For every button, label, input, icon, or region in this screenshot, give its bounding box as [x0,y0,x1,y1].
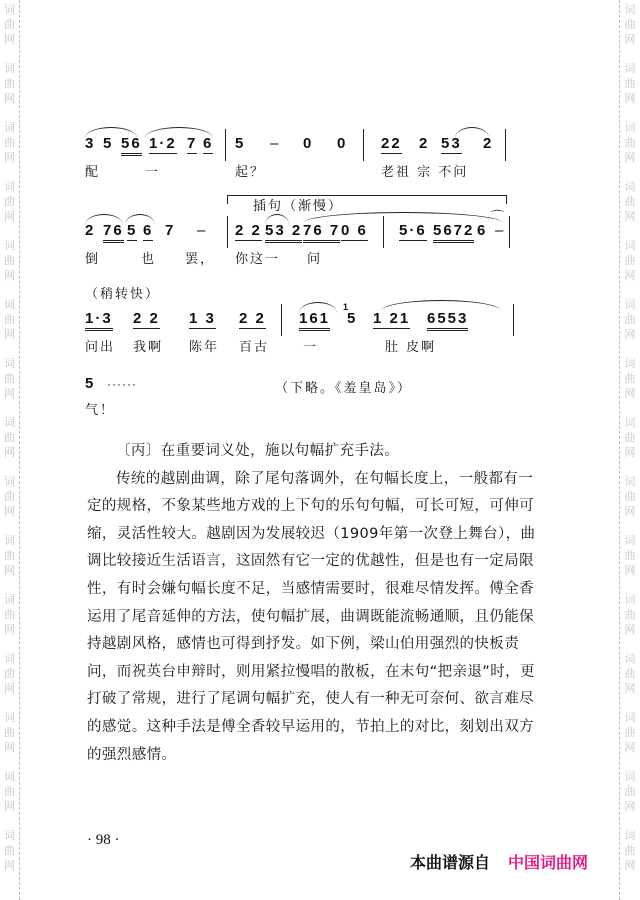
watermark-group [625,710,636,755]
watermark-char: 网 [4,446,15,459]
note: 1·3 [85,310,113,331]
watermark-char: 词 [624,475,636,488]
watermark-group [625,474,636,519]
note: 5 [85,375,96,392]
watermark-char: 词 [624,121,636,134]
watermark-group [4,533,15,578]
lyric: 问出 [85,340,116,355]
note: 2 2 [133,310,160,327]
watermark-char: 网 [624,446,636,459]
watermark-char: 词 [624,593,636,606]
watermark-group [4,120,15,165]
watermark-char: 网 [624,151,636,164]
watermark-char: 词 [624,652,636,665]
watermark-char: 曲 [4,77,15,90]
watermark-char: 曲 [624,549,636,562]
watermark-char: 曲 [624,490,636,503]
watermark-group [4,179,15,224]
watermark-char: 网 [624,92,636,105]
watermark-char: 词 [4,770,15,783]
watermark-char: 网 [624,859,636,872]
barline [509,216,510,248]
watermark-char: 词 [4,829,15,842]
watermark-char: 词 [624,3,636,16]
watermark-char: 网 [4,387,15,400]
watermark-group [625,179,636,224]
watermark-char: 曲 [4,608,15,621]
watermark-char: 词 [4,298,15,311]
watermark-char: 词 [4,357,15,370]
watermark-char: 词 [4,711,15,724]
watermark-group [625,61,636,106]
lyric: 我啊 [133,340,164,355]
note: 3 [85,135,96,152]
watermark-char: 网 [624,564,636,577]
watermark-group [4,297,15,342]
watermark-group [4,710,15,755]
paragraph: 传统的越剧曲调，除了尾句落调外，在句幅长度上，一般都有一定的规格，不象某些地方戏的上下句的乐句句幅，可长可短，可伸可缩，灵活性较大。越剧因为发展较迟（1909年第一次登上舞台），曲调比较接近生活语言，这固然有它一定的优越性，但是也有一定局限性，有时会嫌句幅长度不足，当感情需要时，很难尽情发挥。傅全香运用了尾音延伸的方法，使句幅扩展，曲调既能流畅通顺，且仍能保持越剧风格，感情也可得到抒发。如下例，梁山伯用强烈的快板责问，而祝英台申辩时，则用紧拉慢唱的散板，在末句“把亲退”时，更打破了常规，进行了尾调句幅扩充，使人有一种无可奈何、欲言难尽的感觉。这种手法是傅全香较早运用的，节拍上的对比，刻划出双方的强烈感情。 [87,470,536,763]
watermark-group [4,415,15,460]
watermark-char: 曲 [4,549,15,562]
watermark-char: 曲 [624,726,636,739]
watermark-char: 曲 [4,726,15,739]
lyric: 你这一 [235,252,281,267]
note: 1 3 [189,310,216,327]
omission-note: （下略。《羞皇岛》） [275,381,413,396]
barline [225,129,226,161]
lyric: 配 [85,165,101,180]
watermark-group [625,356,636,401]
watermark-group [625,120,636,165]
insert-label: 插句（渐慢） [253,199,344,214]
watermark-char: 曲 [624,77,636,90]
watermark-group [4,61,15,106]
watermark-group [625,238,636,283]
lyric: 一 [303,340,319,355]
note: 53 [441,135,462,152]
watermark-char: 曲 [4,490,15,503]
watermark-char: 词 [624,416,636,429]
watermark-char: 网 [4,328,15,341]
watermark-group [4,769,15,814]
lyric: 问 [307,252,323,267]
watermark-char: 词 [4,3,15,16]
watermark-char: 网 [624,623,636,636]
watermark-char: 曲 [624,136,636,149]
watermark-group [4,238,15,283]
watermark-char: 网 [4,505,15,518]
watermark-char: 曲 [4,844,15,857]
barline [505,129,506,161]
note: 1 21 [373,310,411,327]
watermark-char: 曲 [624,844,636,857]
watermark-char: 词 [4,593,15,606]
note: 76 7 [303,222,340,243]
note: 2 [483,135,494,152]
watermark-char: 网 [624,387,636,400]
watermark-char: 词 [624,711,636,724]
watermark-group [625,592,636,637]
watermark-group [625,297,636,342]
dash: – [495,222,506,239]
watermark-char: 词 [624,180,636,193]
watermark-char: 网 [624,682,636,695]
barline [383,216,384,248]
watermark-char: 曲 [624,431,636,444]
watermark-group [625,2,636,47]
watermark-char: 词 [4,62,15,75]
watermark-strip-left [0,0,20,900]
watermark-group [4,2,15,47]
barline [363,129,364,161]
tempo-marking: （稍转快） [85,287,161,302]
watermark-char: 曲 [624,195,636,208]
note: 1·2 [149,135,177,152]
watermark-char: 词 [624,534,636,547]
watermark-char: 网 [4,33,15,46]
watermark-group [4,356,15,401]
note: 2 [85,222,96,239]
watermark-char: 网 [624,33,636,46]
dash: – [197,222,208,239]
watermark-char: 词 [624,770,636,783]
watermark-char: 网 [4,92,15,105]
watermark-char: 网 [4,151,15,164]
note: 5·6 [399,222,427,239]
lyric: 陈年 [189,340,220,355]
source-brand-link[interactable]: 中国词曲网 [508,853,589,872]
barline [227,216,228,248]
watermark-char: 曲 [624,313,636,326]
note: 7 [187,135,198,152]
watermark-char: 网 [4,682,15,695]
watermark-char: 词 [4,416,15,429]
note: 6 [477,222,488,239]
watermark-char: 词 [4,652,15,665]
watermark-char: 词 [4,180,15,193]
watermark-char: 词 [624,62,636,75]
watermark-char: 曲 [4,254,15,267]
watermark-char: 词 [624,357,636,370]
body-text [87,438,537,769]
note: 6 [143,222,154,239]
lyric: 倒 [85,252,101,267]
watermark-group [4,592,15,637]
lyric: 一 [145,165,161,180]
note: 56 [121,135,142,156]
watermark-char: 词 [624,829,636,842]
watermark-group [625,651,636,696]
watermark-strip-right [619,0,640,900]
section-heading: 〔丙〕在重要词义处，施以句幅扩充手法。 [116,443,400,459]
barline [281,304,282,336]
grace-note: 1 [343,302,349,312]
note: 76 [103,222,124,243]
note: 6 [203,135,214,152]
source-label: 本曲谱源自 [410,853,491,872]
note: 5 [127,222,138,239]
watermark-char: 词 [4,121,15,134]
fermata-icon: ⌒ [491,210,505,225]
watermark-char: 曲 [4,18,15,31]
watermark-char: 曲 [4,136,15,149]
watermark-char: 网 [4,859,15,872]
note: 5 [103,135,114,152]
note: 5 [347,310,358,327]
watermark-group [625,533,636,578]
page-number: · 98 · [87,832,120,848]
watermark-char: 词 [4,475,15,488]
lyric: 罢， [185,252,216,267]
watermark-char: 曲 [624,254,636,267]
lyric: 百古 [239,340,270,355]
watermark-char: 词 [624,239,636,252]
lyric: 气！ [85,403,116,418]
watermark-char: 词 [624,298,636,311]
note: 161 [299,310,330,331]
watermark-char: 网 [624,800,636,813]
watermark-char: 网 [4,564,15,577]
note: 22 [381,135,402,152]
watermark-char: 网 [4,623,15,636]
watermark-char: 网 [4,800,15,813]
note: 5 [235,135,246,152]
lyric: 也 [141,252,157,267]
ellipsis: ······ [107,377,137,391]
note: 2 2 [239,310,266,327]
watermark-char: 网 [4,741,15,754]
watermark-char: 曲 [624,608,636,621]
note: 53 2 [265,222,302,243]
watermark-char: 曲 [4,667,15,680]
note: 0 [337,135,348,152]
watermark-group [625,828,636,873]
watermark-char: 词 [4,239,15,252]
dash: – [270,135,281,152]
watermark-char: 曲 [4,372,15,385]
watermark-char: 曲 [624,667,636,680]
watermark-char: 曲 [624,785,636,798]
lyric: 起？ [235,165,266,180]
lyric: 老祖 宗 不问 [381,165,469,180]
lyric: 肚 皮啊 [385,340,437,355]
note: 6553 [427,310,468,331]
note: 2 [419,135,430,152]
watermark-char: 曲 [4,313,15,326]
watermark-char: 网 [4,269,15,282]
note: 2 2 [235,222,262,239]
barline [513,304,514,336]
watermark-char: 网 [624,269,636,282]
note: 7 [165,222,176,239]
watermark-group [625,769,636,814]
watermark-group [625,415,636,460]
watermark-char: 曲 [624,372,636,385]
watermark-char: 网 [4,210,15,223]
watermark-char: 曲 [4,431,15,444]
watermark-group [4,651,15,696]
watermark-group [4,828,15,873]
source-credit [410,850,588,873]
watermark-char: 曲 [4,195,15,208]
watermark-char: 网 [624,741,636,754]
note: 0 [303,135,314,152]
note: 5672 [433,222,474,243]
watermark-char: 曲 [4,785,15,798]
watermark-char: 网 [624,210,636,223]
watermark-char: 曲 [624,18,636,31]
watermark-char: 词 [4,534,15,547]
watermark-char: 网 [624,328,636,341]
watermark-char: 网 [624,505,636,518]
watermark-group [4,474,15,519]
note: 0 6 [341,222,368,239]
